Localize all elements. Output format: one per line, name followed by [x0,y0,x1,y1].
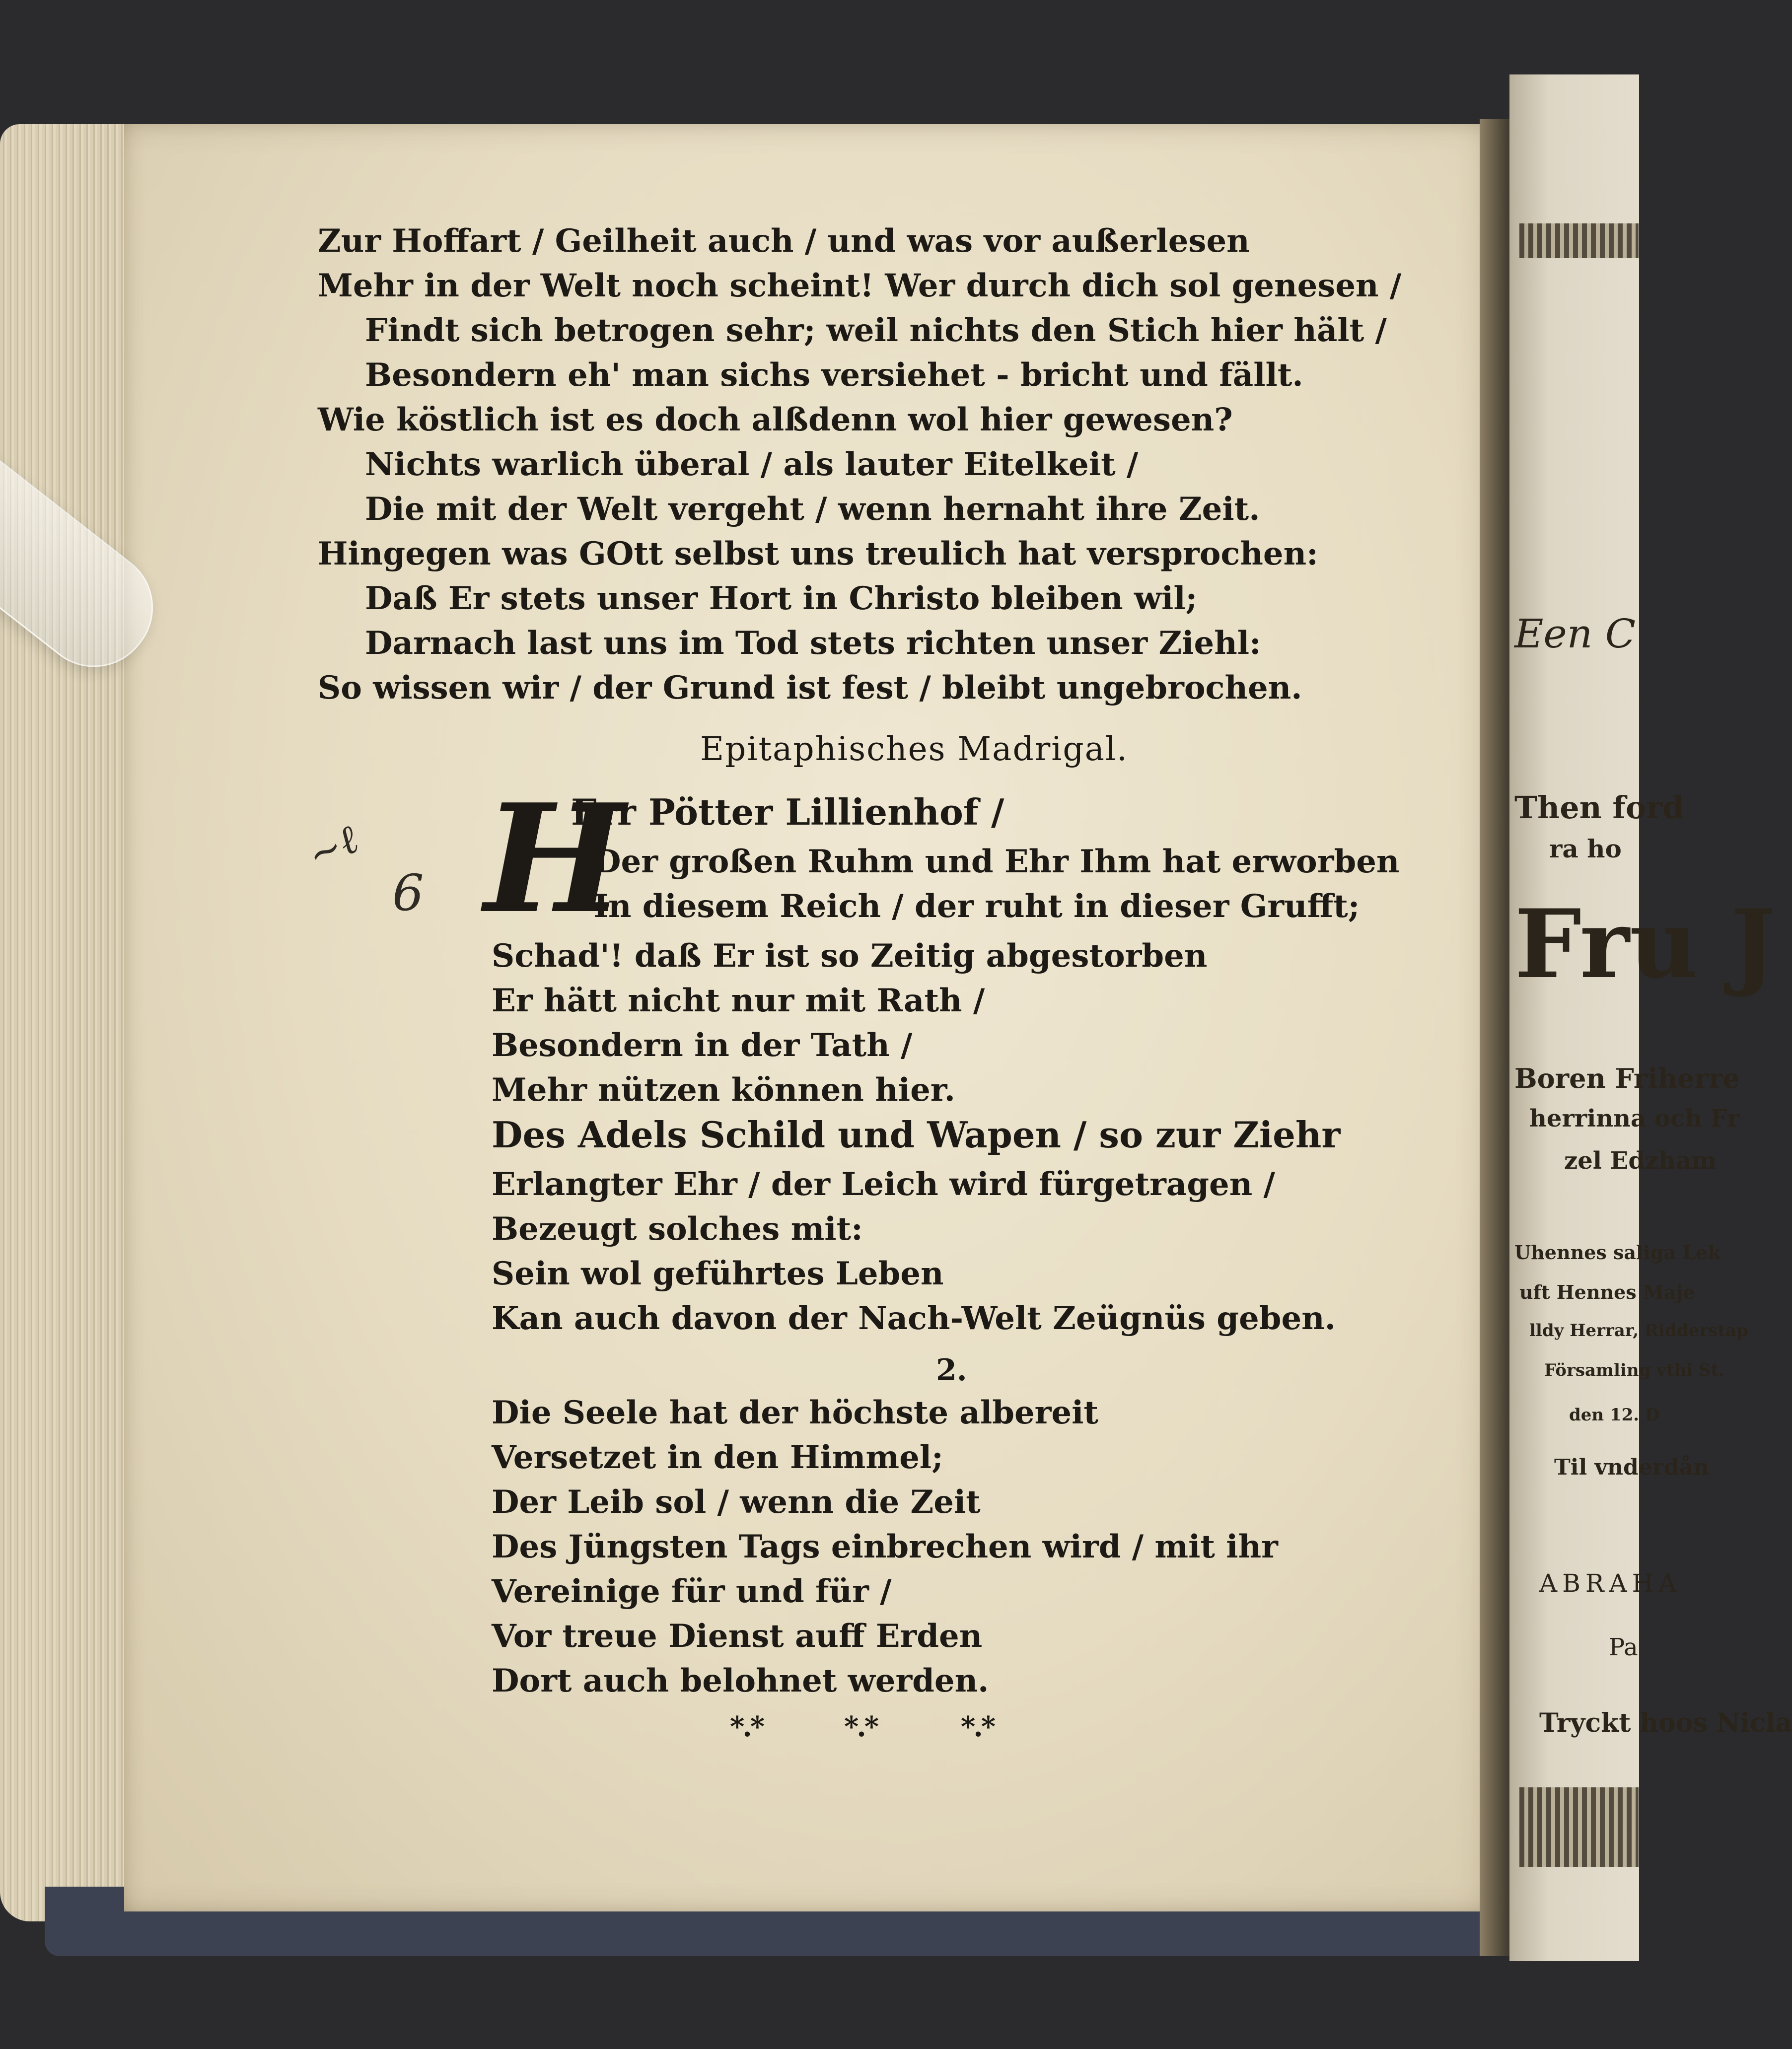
verse-line: So wissen wir / der Grund ist fest / bleibt ungebrochen. [318,669,1302,707]
ornament: *.* [961,1710,994,1743]
verse-line: Nichts warlich überal / als lauter Eitelkeit / [365,446,1139,483]
drop-capital: H [484,771,625,946]
ornament: *.* [844,1710,877,1743]
facing-page [1509,74,1792,1961]
facing-line: Pa [1609,1633,1638,1661]
facing-line: den 12. D [1569,1405,1660,1425]
verse-line: Des Adels Schild und Wapen / so zur Ziehr [492,1114,1341,1156]
verse-line: Der großen Ruhm und Ehr Ihm hat erworben [593,843,1400,880]
verse-line: Bezeugt solches mit: [492,1210,863,1248]
verse-line: Dort auch belohnet werden. [492,1662,989,1699]
verse-line: Kan auch davon der Nach-Welt Zeügnüs geben. [492,1300,1336,1337]
verse-line: Err Pötter Lillienhof / [571,791,1004,833]
verse-line: Vereinige für und für / [492,1573,892,1610]
facing-line: uft Hennes Maje [1519,1281,1695,1303]
facing-line: herrinna och Fr [1529,1105,1740,1132]
verse-line: Versetzet in den Himmel; [492,1439,943,1476]
verse-line: Besondern in der Tath / [492,1027,913,1064]
marginal-scribble: ~ℓ [300,816,365,879]
verse-line: Mehr nützen können hier. [492,1071,955,1109]
verse-line: Besondern eh' man sichs versiehet - bricht und fällt. [365,356,1303,394]
facing-line: zel Edzham [1564,1147,1717,1175]
facing-line: Een C [1514,611,1636,657]
verse-line: In diesem Reich / der ruht in dieser Grufft; [593,888,1360,925]
verse-line: Des Jüngsten Tags einbrechen wird / mit ihr [492,1528,1278,1565]
facing-line: Tryckt hoos Nicla [1539,1708,1792,1738]
verse-line: Zur Hoffart / Geilheit auch / und was vor außerlesen [318,222,1250,260]
verse-line: Hingegen was GOtt selbst uns treulich hat versprochen: [318,535,1318,572]
verse-line: Daß Er stets unser Hort in Christo bleiben wil; [365,580,1198,617]
verse-line: Erlangter Ehr / der Leich wird fürgetragen / [492,1166,1275,1203]
facing-line: Boren Friherre [1514,1062,1740,1094]
facing-line: Then ford [1514,789,1684,826]
facing-line: Församling vthi St. [1544,1360,1725,1380]
facing-line: Til vnderdån [1554,1455,1710,1480]
verse-line: Vor treue Dienst auff Erden [492,1618,983,1655]
verse-line: Er hätt nicht nur mit Rath / [492,982,985,1019]
facing-line: lldy Herrar, Ridderstap [1529,1321,1748,1341]
verse-line: Findt sich betrogen sehr; weil nichts den Stich hier hält / [365,312,1387,349]
ornamental-border-bottom [1519,1787,1639,1867]
verse-line: Die Seele hat der höchste albereit [492,1394,1098,1431]
facing-line: Fru J [1514,889,1776,999]
verse-line: Darnach last uns im Tod stets richten unser Ziehl: [365,625,1261,662]
marginal-mark: 6 [392,864,424,922]
ornament: *.* [730,1710,763,1743]
verse-line: Mehr in der Welt noch scheint! Wer durch dich sol genesen / [318,267,1402,304]
facing-line: ABRAHA [1539,1569,1682,1598]
verse-line: Die mit der Welt vergeht / wenn hernaht ihre Zeit. [365,491,1260,528]
verse-line: Schad'! daß Er ist so Zeitig abgestorben [492,937,1208,975]
facing-line: ra ho [1549,834,1622,863]
verse-line: Der Leib sol / wenn die Zeit [492,1484,981,1521]
ornamental-border-top [1519,223,1639,258]
section-heading: Epitaphisches Madrigal. [700,730,1129,768]
facing-line: Uhennes saliga Lek [1514,1241,1721,1264]
verse-line: Sein wol geführtes Leben [492,1255,944,1292]
verse-line: Wie köstlich ist es doch alßdenn wol hier gewesen? [318,401,1233,438]
stanza-number: 2. [936,1353,967,1388]
